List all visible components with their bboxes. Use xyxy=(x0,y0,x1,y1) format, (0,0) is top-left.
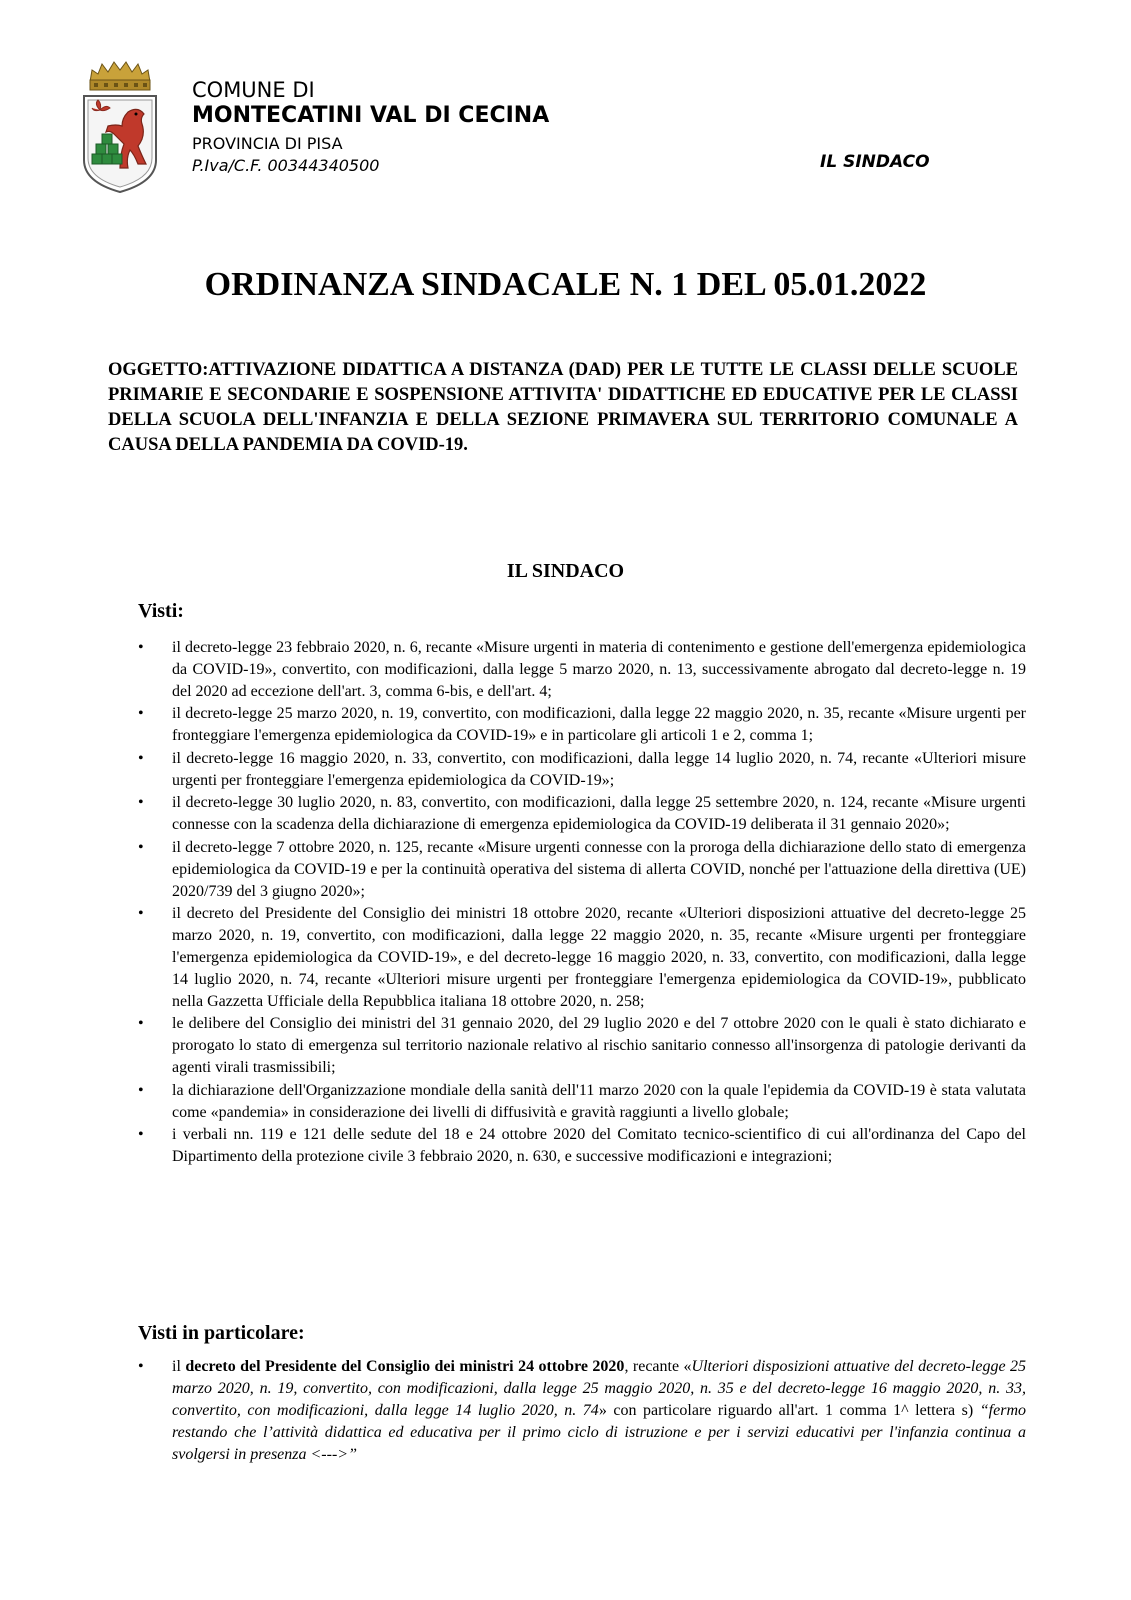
visti-list xyxy=(138,637,1026,1169)
document-title: ORDINANZA SINDACALE N. 1 DEL 05.01.2022 xyxy=(204,266,927,303)
list-item xyxy=(138,703,1026,747)
list-item-text: il decreto-legge 7 ottobre 2020, n. 125, recante «Misure urgenti connesse con la proroga della dichiarazione dello stato di emergenza epidemiologica da COVID-19 e per la continuità operativa del sistema di allerta COVID, nonché per l'attuazione della direttiva (UE) 2020/739 del 3 giugno 2020»; xyxy=(172,838,1026,900)
list-item-text: il decreto-legge 23 febbraio 2020, n. 6, recante «Misure urgenti in materia di contenimento e gestione dell'emergenza epidemiologica da COVID-19», convertito, con modificazioni, dalla legge 5 marzo 2020, n. 13, successivamente abrogato dal decreto-legge n. 19 del 2020 ad eccezione dell'art. 3, comma 6-bis, e dell'art. 4; xyxy=(172,639,1026,700)
list-item xyxy=(138,1080,1026,1124)
list-item xyxy=(138,748,1026,792)
list-item xyxy=(138,1013,1026,1079)
header-comune-di: COMUNE DI xyxy=(192,78,315,102)
subject-paragraph: OGGETTO:ATTIVAZIONE DIDATTICA A DISTANZA (DAD) PER LE TUTTE LE CLASSI DELLE SCUOLE PRIMARIE E SECONDARIE E SOSPENSIONE ATTIVITA' DIDATTICHE ED EDUCATIVE PER LE CLASSI DELLA SCUOLA DELL'INFANZIA E DELLA SEZIONE PRIMAVERA SUL TERRITORIO COMUNALE A CAUSA DELLA PANDEMIA DA COVID-19. xyxy=(108,360,1018,455)
bullet-icon: • xyxy=(138,904,144,922)
list-item xyxy=(138,792,1026,836)
bullet-icon: • xyxy=(138,1015,144,1033)
section-il-sindaco: IL SINDACO xyxy=(506,560,625,582)
visti-particolare-heading: Visti in particolare: xyxy=(138,1322,305,1344)
list-item-text-decree-title: Ulteriori disposizioni attuative del decreto-legge 25 marzo 2020, n. 19, convertito, con modificazioni, dalla legge 25 maggio 2020, n. 35 e del decreto-legge 16 maggio 2020, n. 33, convertito, con modificazioni, dalla legge 14 luglio 2020, n. 74 xyxy=(172,1358,1026,1419)
list-item-text: la dichiarazione dell'Organizzazione mondiale della sanità dell'11 marzo 2020 con la quale l'epidemia da COVID-19 è stata valutata come «pandemia» in considerazione dei livelli di diffusività e gravità raggiunti a livello globale; xyxy=(172,1081,1026,1121)
list-item-text: il decreto-legge 16 maggio 2020, n. 33, convertito, con modificazioni, dalla legge 14 luglio 2020, n. 74, recante «Ulteriori misure urgenti per fronteggiare l'emergenza epidemiologica da COVID-19»; xyxy=(172,749,1026,789)
list-item-text: le delibere del Consiglio dei ministri del 31 gennaio 2020, del 29 luglio 2020 e del 7 ottobre 2020 con le quali è stato dichiarato e prorogato lo stato di emergenza sul territorio nazionale relativo al rischio sanitario connesso all'insorgenza di patologie derivanti da agenti virali trasmissibili; xyxy=(172,1015,1026,1077)
list-item-text-riguardo: » con particolare riguardo all'art. 1 comma 1^ lettera s) xyxy=(598,1402,980,1419)
visti-heading: Visti: xyxy=(138,600,184,622)
list-item xyxy=(138,837,1026,903)
list-item xyxy=(138,1124,1026,1168)
bullet-icon: • xyxy=(138,794,144,812)
bullet-icon: • xyxy=(138,639,144,656)
list-item xyxy=(138,637,1026,703)
header-il-sindaco: IL SINDACO xyxy=(820,152,930,172)
bullet-icon: • xyxy=(138,1126,144,1144)
list-item-text-recante: , recante « xyxy=(624,1358,692,1375)
list-item-text: il decreto-legge 30 luglio 2020, n. 83, convertito, con modificazioni, dalla legge 25 settembre 2020, n. 124, recante «Misure urgenti connesse con la scadenza della dichiarazione di emergenza epidemiologica da COVID-19 deliberata il 31 gennaio 2020»; xyxy=(172,794,1026,834)
header-municipality-name: MONTECATINI VAL DI CECINA xyxy=(192,103,550,128)
bullet-icon: • xyxy=(138,705,144,723)
list-item-text: i verbali nn. 119 e 121 delle sedute del 18 e 24 ottobre 2020 del Comitato tecnico-scientifico di cui all'ordinanza del Capo del Dipartimento della protezione civile 3 febbraio 2020, n. 630, e successive modificazioni e integrazioni; xyxy=(172,1126,1026,1166)
list-item-text: il decreto-legge 25 marzo 2020, n. 19, convertito, con modificazioni, dalla legge 22 maggio 2020, n. 35, recante «Misure urgenti per fronteggiare l'emergenza epidemiologica da COVID-19» e in particolare gli articoli 1 e 2, comma 1; xyxy=(172,705,1026,745)
bullet-icon: • xyxy=(138,838,144,856)
visti-particolare-list xyxy=(138,1356,1026,1466)
list-item-text-intro: il xyxy=(172,1358,186,1375)
list-item xyxy=(138,903,1026,1013)
bullet-icon: • xyxy=(138,749,144,767)
bullet-icon: • xyxy=(138,1081,144,1099)
municipal-crest-logo xyxy=(80,60,160,195)
list-item-text-decree: decreto del Presidente del Consiglio dei ministri 24 ottobre 2020 xyxy=(185,1358,625,1375)
list-item xyxy=(138,1356,1026,1466)
bullet-icon: • xyxy=(138,1358,144,1375)
header-vat-code: P.Iva/C.F. 00344340500 xyxy=(192,156,380,175)
header-province: PROVINCIA DI PISA xyxy=(192,134,343,153)
list-item-text: il decreto del Presidente del Consiglio dei ministri 18 ottobre 2020, recante «Ulteriori disposizioni attuative del decreto-legge 25 marzo 2020, n. 19, convertito, con modificazioni, dalla legge 22 maggio 2020, n. 35, recante «Misure urgenti per fronteggiare l'emergenza epidemiologica da COVID-19», e del decreto-legge 16 maggio 2020, n. 33, convertito, con modificazioni, dalla legge 14 luglio 2020, n. 74, recante «Ulteriori misure urgenti per fronteggiare l'emergenza epidemiologica da COVID-19», pubblicato nella Gazzetta Ufficiale della Repubblica italiana 18 ottobre 2020, n. 258; xyxy=(172,904,1026,1010)
list-item-text-quote: “fermo restando che l’attività didattica ed educativa per il primo ciclo di istruzione e per i servizi educativi per l'infanzia continua a svolgersi in presenza <--->” xyxy=(172,1402,1027,1463)
